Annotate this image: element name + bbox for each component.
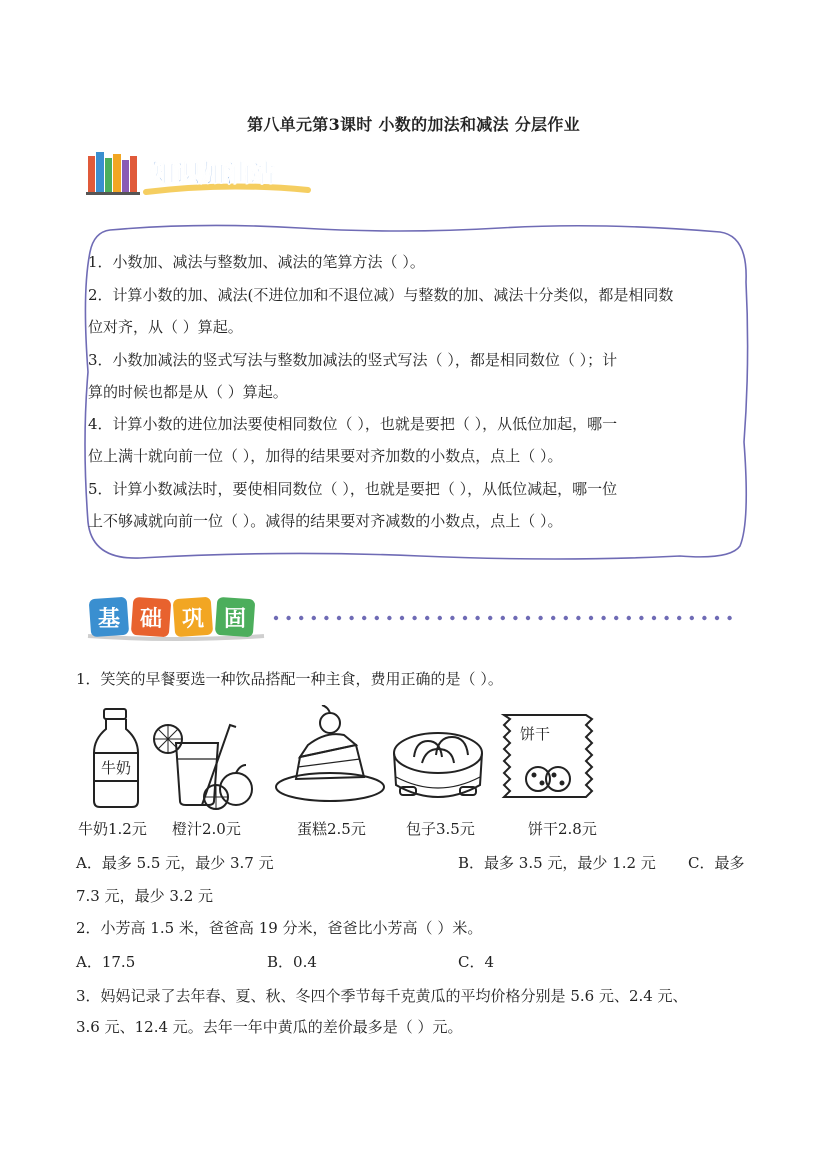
banner1-text: 知识加油站 xyxy=(150,159,276,188)
steamed-buns-icon xyxy=(394,733,482,797)
q1-option-a[interactable]: A．最多 5.5 元，最少 3.7 元 xyxy=(76,854,274,872)
knowledge-item-4: 4．计算小数的进位加法要使相同数位（ ），也就是要把（ ），从低位加起，哪一 xyxy=(88,415,618,433)
divider-dot xyxy=(324,616,328,620)
item-caption-cake: 蛋糕2.5元 xyxy=(297,820,366,838)
divider-dot xyxy=(664,616,668,620)
divider-dot xyxy=(601,616,605,620)
divider-dot xyxy=(639,616,643,620)
divider-dot xyxy=(400,616,404,620)
divider-dot xyxy=(286,616,290,620)
item-caption-buns: 包子3.5元 xyxy=(406,820,475,838)
divider-dot xyxy=(438,616,442,620)
knowledge-item-5: 5．计算小数减法时，要使相同数位（ ），也就是要把（ ），从低位减起，哪一位 xyxy=(88,480,618,498)
q2-option-c[interactable]: C．4 xyxy=(458,953,495,971)
milk-label: 牛奶 xyxy=(100,759,132,777)
divider-dot xyxy=(425,616,429,620)
item-caption-orange-juice: 橙汁2.0元 xyxy=(172,820,241,838)
item-caption-biscuit: 饼干2.8元 xyxy=(528,820,597,838)
q3-stem-line1: 3．妈妈记录了去年春、夏、秋、冬四个季节每千克黄瓜的平均价格分别是 5.6 元、2.4 元、 xyxy=(76,987,688,1005)
knowledge-item-2-cont: 位对齐，从（ ）算起。 xyxy=(88,318,243,336)
divider-dot xyxy=(727,616,731,620)
divider-dot xyxy=(551,616,555,620)
divider-dot xyxy=(715,616,719,620)
divider-dot xyxy=(627,616,631,620)
q2-stem: 2．小芳高 1.5 米，爸爸高 19 分米，爸爸比小芳高（ ）米。 xyxy=(76,919,483,937)
divider-dot xyxy=(501,616,505,620)
q3-stem-line2: 3.6 元、12.4 元。去年一年中黄瓜的差价最多是（ ）元。 xyxy=(76,1018,463,1036)
divider-dot xyxy=(387,616,391,620)
divider-dot xyxy=(576,616,580,620)
divider-dot xyxy=(337,616,341,620)
divider-dot xyxy=(274,616,278,620)
orange-juice-icon xyxy=(154,725,252,809)
knowledge-item-4-cont: 位上满十就向前一位（ ），加得的结果要对齐加数的小数点，点上（ ）。 xyxy=(88,447,563,465)
divider-dot xyxy=(702,616,706,620)
knowledge-item-5-cont: 上不够减就向前一位（ ）。减得的结果要对齐减数的小数点，点上（ ）。 xyxy=(88,512,563,530)
q2-option-b[interactable]: B．0.4 xyxy=(267,953,317,971)
divider-dot xyxy=(526,616,530,620)
knowledge-item-1: 1．小数加、减法与整数加、减法的笔算方法（ ）。 xyxy=(88,253,425,271)
q1-food-pictures xyxy=(86,705,746,813)
q1-stem: 1．笑笑的早餐要选一种饮品搭配一种主食，费用正确的是（ ）。 xyxy=(76,670,503,688)
knowledge-station-banner xyxy=(86,148,316,200)
q2-option-a[interactable]: A．17.5 xyxy=(76,953,136,971)
q1-option-c-cont[interactable]: 7.3 元，最少 3.2 元 xyxy=(76,887,214,905)
divider-dot xyxy=(589,616,593,620)
knowledge-item-3: 3．小数加减法的竖式写法与整数加减法的竖式写法（ ），都是相同数位（ ）；计 xyxy=(88,351,618,369)
divider-dot xyxy=(614,616,618,620)
knowledge-item-3-cont: 算的时候也都是从（ ）算起。 xyxy=(88,383,288,401)
item-caption-milk: 牛奶1.2元 xyxy=(78,820,147,838)
banner2-char-4: 固 xyxy=(223,607,247,632)
divider-dot xyxy=(677,616,681,620)
divider-dot xyxy=(312,616,316,620)
divider-dot xyxy=(513,616,517,620)
divider-dot xyxy=(362,616,366,620)
knowledge-item-2: 2．计算小数的加、减法(不进位加和不退位减）与整数的加、减法十分类似，都是相同数 xyxy=(88,286,674,304)
divider-dot xyxy=(564,616,568,620)
divider-dot xyxy=(463,616,467,620)
cake-icon xyxy=(276,705,384,801)
books-icon xyxy=(86,152,140,195)
basic-practice-banner xyxy=(86,592,746,644)
divider-dot xyxy=(450,616,454,620)
banner2-char-2: 础 xyxy=(139,607,163,632)
biscuit-label: 饼干 xyxy=(520,725,551,743)
divider-dot xyxy=(488,616,492,620)
banner2-char-3: 巩 xyxy=(181,607,205,632)
divider-dot xyxy=(412,616,416,620)
banner2-char-1: 基 xyxy=(97,607,121,632)
milk-bottle-icon xyxy=(94,709,138,807)
divider-dot xyxy=(538,616,542,620)
divider-dot xyxy=(299,616,303,620)
divider-dot xyxy=(652,616,656,620)
q1-option-c[interactable]: C．最多 xyxy=(688,854,745,872)
biscuit-pack-icon xyxy=(504,715,592,797)
page-title: 第八单元第3课时 小数的加法和减法 分层作业 xyxy=(247,115,580,134)
divider-dot xyxy=(690,616,694,620)
divider-dot xyxy=(375,616,379,620)
dotted-divider xyxy=(274,616,732,620)
q1-option-b[interactable]: B．最多 3.5 元，最少 1.2 元 xyxy=(458,854,656,872)
divider-dot xyxy=(475,616,479,620)
divider-dot xyxy=(349,616,353,620)
